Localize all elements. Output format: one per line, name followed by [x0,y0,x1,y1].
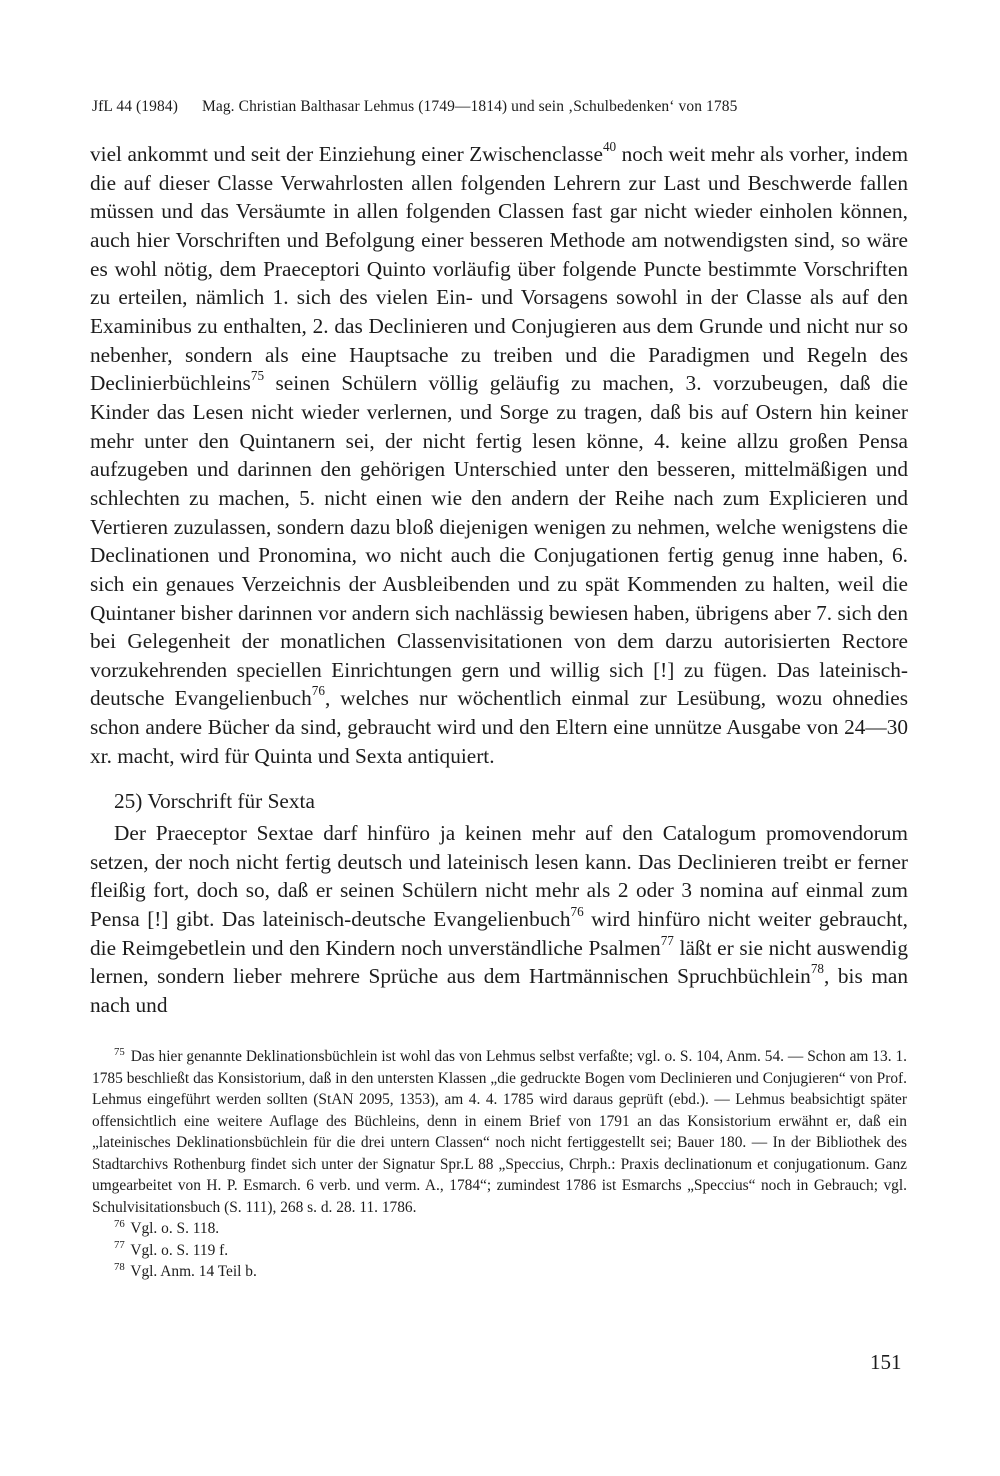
text-run: wird hinfüro nicht weiter gebraucht, die Reimgebetlein und den Kindern noch unverständliche Psalmen [90,907,908,960]
footnotes [92,1046,907,1283]
footnote-text: Vgl. o. S. 118. [130,1220,220,1237]
paragraph-quinta [90,140,908,770]
footnote-ref-76: 76 [311,683,325,699]
footnote-ref-78: 78 [810,961,825,977]
text-run: , welches nur wöchentlich einmal zur Lesübung, wozu ohnedies schon andere Bücher da sind, gebraucht wird und den Eltern eine unnütze Ausgabe von 24—30 xr. macht, wird für Quinta und Sexta antiquiert. [90,686,908,768]
footnote-number: 77 [114,1239,125,1252]
footnote-ref-77: 77 [660,932,674,948]
text-run: läßt er sie nicht auswendig lernen, sondern lieber mehrere Sprüche aus dem Hartmännischen Spruchbüchlein [90,935,908,989]
section-heading-25: 25) Vorschrift für Sexta [114,789,315,814]
footnote-77 [92,1240,907,1262]
text-run: , bis man nach und [90,964,908,1018]
text-run: viel ankommt und seit der Einziehung einer Zwischenclasse [90,142,603,166]
footnote-75 [92,1046,907,1218]
footnote-ref-76: 76 [570,904,584,919]
footnote-text: Vgl. Anm. 14 Teil b. [130,1263,257,1280]
footnote-ref-75: 75 [250,368,265,384]
footnote-number: 76 [114,1217,125,1230]
footnote-number: 78 [114,1260,125,1273]
main-text [90,140,908,1020]
footnote-text: Das hier genannte Deklinationsbüchlein ist wohl das von Lehmus selbst verfaßte; vgl. o. S. 104, Anm. 54. — Schon am 13. 1. 1785 beschließt das Konsistorium, daß in den untersten Klassen „die gedruckte Bogen vom Declinieren und Conjugieren“ von Prof. Lehmus eingeführt werden sollten (StAN 2095, 1353), am 4. 4. 1785 wird daraus geprüft (ebd.). — Lehmus beabsichtigt später offensichtlich eine weitere Auflage des Büchleins, denn in einem Brief von 1791 an das Konsistorium erwähnt er, daß ein „lateinisches Deklinationsbüchlein für die drei untern Classen“ noch nicht fertiggestellt sei; Bauer 180. — In der Bibliothek des Stadtarchivs Rothenburg findet sich unter der Signatur Spr.L 88 „Speccius, Chrph.: Praxis declinationum et conjugationum. Ganz umgearbeitet von H. P. Esmarch. 6 verb. und verm. A., 1784“; zumindest 1786 ist Esmarchs „Speccius“ noch in Gebrauch; vgl. Schulvisitationsbuch (S. 111), 268 s. d. 28. 11. 1786. [92,1048,907,1216]
running-header [92,98,737,116]
text-run: seinen Schülern völlig geläufig zu machen, 3. vorzubeugen, daß die Kinder das Lesen nicht wieder verlernen, und Sorge zu tragen, daß bis auf Ostern hin keiner mehr unter den Quintanern sei, der nicht fertig lesen könne, 4. keine allzu großen Pensa aufzugeben und darinnen den gehörigen Unterschied unter den besseren, mittelmäßigen und schlechten zu machen, 5. nicht einen wie den andern der Reihe nach zum Explicieren und Vertieren zuzulassen, sondern dazu bloß diejenigen wenigen zu nehmen, welche wenigstens die Declinationen und Pronomina, wo nicht auch die Conjugationen fertig genug inne haben, 6. sich ein genaues Verzeichnis der Ausbleibenden und zu spät Kommenden zu halten, weil die Quintaner bisher darinnen vor andern sich nachlässig bewiesen haben, übrigens aber 7. sich den bei Gelegenheit der monatlichen Classenvisitationen von dem darzu autorisierten Rectore vorzukehrenden speciellen Einrichtungen gern und willig sich [!] zu fügen. Das lateinisch-deutsche Evangelienbuch [90,371,908,711]
page-number: 151 [870,1350,902,1374]
running-title: Mag. Christian Balthasar Lehmus (1749—1814) und sein ‚Schulbedenken‘ von 1785 [201,98,738,115]
journal-reference: JfL 44 (1984) [92,98,178,115]
text-run: noch weit mehr als vorher, indem die auf dieser Classe Verwahrlosten allen folgenden Lehrern zur Last und Beschwerde fallen müssen und das Versäumte in allen folgenden Classen fast gar nicht wieder einholen können, auch hier Vorschriften und Befolgung einer besseren Methode am notwendigsten sind, so wäre es wohl nötig, dem Praeceptori Quinto vorläufig über folgende Puncte bestimmte Vorschriften zu erteilen, nämlich 1. sich des vielen Ein- und Vorsagens sowohl in der Classe als auf den Examinibus zu enthalten, 2. das Declinieren und Conjugieren aus dem Grunde und nicht nur so nebenher, sondern als eine Hauptsache zu treiben und die Paradigmen und Regeln des Declinierbüchleins [90,142,909,396]
footnote-ref-40: 40 [602,138,617,154]
footnote-78 [92,1261,907,1283]
footnote-text: Vgl. o. S. 119 f. [130,1241,229,1259]
text-run: Der Praeceptor Sextae darf hinfüro ja keinen mehr auf den Catalogum promovendorum setzen, der noch nicht fertig deutsch und lateinisch lesen kann. Das Declinieren treibt er ferner fleißig fort, doch so, daß er seinen Schülern nicht mehr als 2 oder 3 nomina auf einmal zum Pensa [!] gibt. Das lateinisch-deutsche Evangelienbuch [90,821,908,932]
footnote-number: 75 [114,1045,125,1058]
footnote-76 [92,1218,907,1240]
paragraph-sexta [90,819,908,1020]
